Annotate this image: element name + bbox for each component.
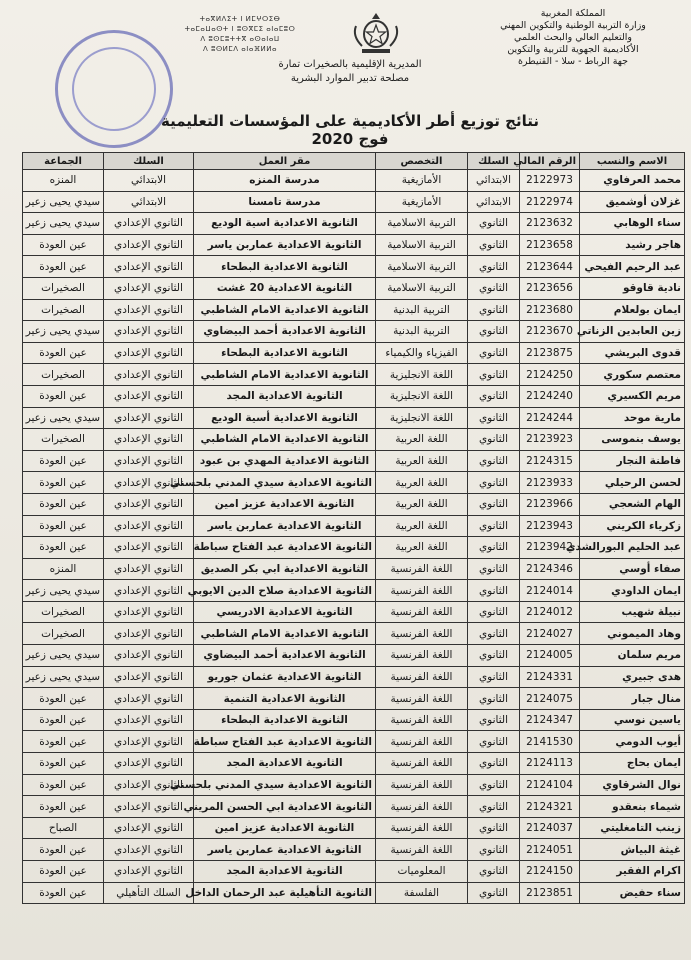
cell-level: الثانوي الإعدادي — [104, 256, 194, 278]
cell-specialty: اللغة الفرنسية — [376, 666, 468, 688]
cell-cycle: الثانوي — [468, 407, 520, 429]
cell-commune: الصخيرات — [23, 623, 104, 645]
header-right-line: والتعليم العالي والبحث العلمي — [514, 32, 632, 43]
cell-financial-id: 2124075 — [520, 688, 580, 710]
cell-workplace: الثانوية الاعدادية 20 غشت — [194, 277, 376, 299]
cell-specialty: اللغة الفرنسية — [376, 709, 468, 731]
column-header: السلك — [104, 153, 194, 170]
cell-commune: عين العودة — [23, 537, 104, 559]
cell-cycle: الثانوي — [468, 645, 520, 667]
cell-commune: الصخيرات — [23, 429, 104, 451]
cell-financial-id: 2124347 — [520, 709, 580, 731]
cell-workplace: الثانوية الاعدادية ابي الحسن المريني — [194, 796, 376, 818]
cell-financial-id: 2123851 — [520, 882, 580, 904]
cell-cycle: الابتدائي — [468, 170, 520, 192]
cell-commune: عين العودة — [23, 472, 104, 494]
cell-specialty: اللغة الفرنسية — [376, 817, 468, 839]
cell-level: الثانوي الإعدادي — [104, 709, 194, 731]
cell-cycle: الثانوي — [468, 515, 520, 537]
cell-commune: عين العودة — [23, 753, 104, 775]
cell-name: زين العابدين الزناتي — [580, 321, 685, 343]
cell-commune: عين العودة — [23, 256, 104, 278]
cell-commune: عين العودة — [23, 515, 104, 537]
cell-name: سناء حفيض — [580, 882, 685, 904]
cell-name: محمد العرفاوي — [580, 170, 685, 192]
cell-financial-id: 2124321 — [520, 796, 580, 818]
table-row — [23, 645, 685, 667]
cell-financial-id: 2124014 — [520, 580, 580, 602]
cell-level: الثانوي الإعدادي — [104, 472, 194, 494]
cell-cycle: الثانوي — [468, 342, 520, 364]
cell-level: الثانوي الإعدادي — [104, 515, 194, 537]
cell-cycle: الثانوي — [468, 256, 520, 278]
cell-workplace: الثانوية الاعدادية عثمان جوريو — [194, 666, 376, 688]
cell-workplace: الثانوية الاعدادية عبد الفتاح سباطة — [194, 537, 376, 559]
cell-name: غيثة البياش — [580, 839, 685, 861]
table-row — [23, 299, 685, 321]
cell-commune: المنزه — [23, 558, 104, 580]
cell-workplace: الثانوية التأهيلية عبد الرحمان الداخل — [194, 882, 376, 904]
cell-specialty: التربية الاسلامية — [376, 277, 468, 299]
column-header: التخصص — [376, 153, 468, 170]
cell-cycle: الثانوي — [468, 234, 520, 256]
cell-financial-id: 2124315 — [520, 450, 580, 472]
cell-level: الثانوي الإعدادي — [104, 234, 194, 256]
cell-commune: عين العودة — [23, 234, 104, 256]
cell-specialty: اللغة الفرنسية — [376, 796, 468, 818]
cell-cycle: الثانوي — [468, 537, 520, 559]
cell-commune: سيدي يحيى زعير — [23, 407, 104, 429]
cell-name: مريم سلمان — [580, 645, 685, 667]
cell-cycle: الثانوي — [468, 753, 520, 775]
cell-cycle: الثانوي — [468, 796, 520, 818]
cell-specialty: اللغة الفرنسية — [376, 731, 468, 753]
cell-specialty: اللغة الفرنسية — [376, 774, 468, 796]
cell-commune: عين العودة — [23, 861, 104, 883]
table-row — [23, 407, 685, 429]
cell-cycle: الثانوي — [468, 472, 520, 494]
cell-workplace: الثانوية الاعدادية عماربن ياسر — [194, 234, 376, 256]
table-row — [23, 731, 685, 753]
cell-commune: الصباح — [23, 817, 104, 839]
cell-name: عبد الحليم البورالشدي — [580, 537, 685, 559]
cell-commune: سيدي يحيى زعير — [23, 580, 104, 602]
cell-commune: سيدي يحيى زعير — [23, 645, 104, 667]
cell-cycle: الثانوي — [468, 213, 520, 235]
cell-workplace: الثانوية الاعدادية الامام الشاطبي — [194, 364, 376, 386]
cell-level: الثانوي الإعدادي — [104, 364, 194, 386]
cell-commune: عين العودة — [23, 796, 104, 818]
table-row — [23, 191, 685, 213]
cell-cycle: الثانوي — [468, 580, 520, 602]
cell-specialty: التربية البدنية — [376, 299, 468, 321]
cell-workplace: الثانوية الاعدادية المهدي بن عبود — [194, 450, 376, 472]
cell-specialty: اللغة العربية — [376, 493, 468, 515]
cell-specialty: التربية البدنية — [376, 321, 468, 343]
cell-name: أيوب الدومي — [580, 731, 685, 753]
table-row — [23, 558, 685, 580]
cell-name: زكرياء الكريني — [580, 515, 685, 537]
cell-workplace: الثانوية الاعدادية الامام الشاطبي — [194, 623, 376, 645]
cell-name: قدوى البريشي — [580, 342, 685, 364]
cell-cycle: الثانوي — [468, 623, 520, 645]
cell-name: معتصم سكوري — [580, 364, 685, 386]
cell-level: الثانوي الإعدادي — [104, 817, 194, 839]
table-row — [23, 861, 685, 883]
table-row — [23, 623, 685, 645]
cell-commune: الصخيرات — [23, 299, 104, 321]
cell-commune: الصخيرات — [23, 364, 104, 386]
cell-cycle: الثانوي — [468, 450, 520, 472]
cell-workplace: الثانوية الاعدادية الامام الشاطبي — [194, 429, 376, 451]
cell-cycle: الثانوي — [468, 688, 520, 710]
cell-level: الثانوي الإعدادي — [104, 796, 194, 818]
cell-cycle: الثانوي — [468, 277, 520, 299]
cell-commune: سيدي يحيى زعير — [23, 213, 104, 235]
table-row — [23, 364, 685, 386]
cell-workplace: الثانوية الاعدادية الادريسي — [194, 601, 376, 623]
table-row — [23, 429, 685, 451]
cell-level: الثانوي الإعدادي — [104, 623, 194, 645]
cell-name: نوال الشرقاوي — [580, 774, 685, 796]
cell-financial-id: 2124113 — [520, 753, 580, 775]
cell-commune: سيدي يحيى زعير — [23, 191, 104, 213]
cell-specialty: اللغة العربية — [376, 537, 468, 559]
cell-workplace: الثانوية الاعدادية التنمية — [194, 688, 376, 710]
table-row — [23, 515, 685, 537]
cell-level: الثانوي الإعدادي — [104, 601, 194, 623]
cell-specialty: اللغة الانجليزية — [376, 385, 468, 407]
kingdom-emblem-icon — [350, 10, 402, 56]
cell-name: منال جبار — [580, 688, 685, 710]
header-tifinagh — [140, 14, 340, 54]
cell-level: الثانوي الإعدادي — [104, 493, 194, 515]
cell-financial-id: 2124240 — [520, 385, 580, 407]
cell-workplace: الثانوية الاعدادية ابي بكر الصديق — [194, 558, 376, 580]
cell-commune: الصخيرات — [23, 601, 104, 623]
cell-commune: عين العودة — [23, 839, 104, 861]
cell-financial-id: 2123875 — [520, 342, 580, 364]
cell-cycle: الثانوي — [468, 817, 520, 839]
table-row — [23, 472, 685, 494]
cell-level: الثانوي الإعدادي — [104, 666, 194, 688]
cell-cycle: الثانوي — [468, 774, 520, 796]
cell-workplace: الثانوية الاعدادية صلاح الدين الايوبي — [194, 580, 376, 602]
cell-commune: الصخيرات — [23, 277, 104, 299]
cell-financial-id: 2123942 — [520, 537, 580, 559]
table-row — [23, 256, 685, 278]
cell-name: الهام الشعجي — [580, 493, 685, 515]
cell-specialty: الأمازيغية — [376, 191, 468, 213]
cell-name: وهاد الميموني — [580, 623, 685, 645]
cell-specialty: اللغة العربية — [376, 515, 468, 537]
cell-financial-id: 2124051 — [520, 839, 580, 861]
cell-specialty: التربية الاسلامية — [376, 213, 468, 235]
cell-financial-id: 2124037 — [520, 817, 580, 839]
cell-level: الثانوي الإعدادي — [104, 688, 194, 710]
cell-cycle: الثانوي — [468, 882, 520, 904]
cell-workplace: الثانوية الاعدادية المجد — [194, 861, 376, 883]
table-row — [23, 753, 685, 775]
cell-level: الثانوي الإعدادي — [104, 753, 194, 775]
cell-name: شيماء بنعقدو — [580, 796, 685, 818]
table-row — [23, 882, 685, 904]
table-row — [23, 666, 685, 688]
table-row — [23, 688, 685, 710]
cell-name: مريم الكسيري — [580, 385, 685, 407]
cell-level: الثانوي الإعدادي — [104, 580, 194, 602]
cell-financial-id: 2124104 — [520, 774, 580, 796]
cell-name: سناء الوهابي — [580, 213, 685, 235]
cell-specialty: المعلوميات — [376, 861, 468, 883]
cell-level: الثانوي الإعدادي — [104, 645, 194, 667]
cell-commune: عين العودة — [23, 385, 104, 407]
table-row — [23, 450, 685, 472]
column-header: الجماعة — [23, 153, 104, 170]
table-row — [23, 601, 685, 623]
cell-commune: سيدي يحيى زعير — [23, 666, 104, 688]
column-header: مقر العمل — [194, 153, 376, 170]
cell-level: الثانوي الإعدادي — [104, 774, 194, 796]
header-left-line: ⵜⴰⵎⴰⵡⴰⵙⵜ ⵏ ⵓⵙⴳⵎⵉ ⴰⵏⴰⵎⵓⵔ — [184, 25, 296, 33]
cell-name: اكرام الفقير — [580, 861, 685, 883]
cell-cycle: الابتدائي — [468, 191, 520, 213]
cell-cycle: الثانوي — [468, 861, 520, 883]
header-left-line: ⵜⴰⴳⵍⴷⵉⵜ ⵏ ⵍⵎⵖⵔⵉⴱ — [199, 15, 281, 23]
cell-financial-id: 2123933 — [520, 472, 580, 494]
column-header: الاسم والنسب — [580, 153, 685, 170]
cell-financial-id: 2123943 — [520, 515, 580, 537]
cell-level: الثانوي الإعدادي — [104, 839, 194, 861]
cell-workplace: الثانوية الاعدادية أسية الوديع — [194, 407, 376, 429]
cell-workplace: الثانوية الاعدادية سيدي المدني بلحسني — [194, 472, 376, 494]
table-row — [23, 213, 685, 235]
cell-specialty: اللغة الفرنسية — [376, 645, 468, 667]
cell-cycle: الثانوي — [468, 839, 520, 861]
cell-commune: عين العودة — [23, 774, 104, 796]
cell-financial-id: 2123656 — [520, 277, 580, 299]
cell-name: ياسين نوسي — [580, 709, 685, 731]
cell-specialty: اللغة العربية — [376, 472, 468, 494]
cell-workplace: مدرسة تامسنا — [194, 191, 376, 213]
cell-specialty: التربية الاسلامية — [376, 256, 468, 278]
cell-name: يوسف بنموسى — [580, 429, 685, 451]
cell-specialty: اللغة الفرنسية — [376, 580, 468, 602]
cell-name: زينب التامغليتي — [580, 817, 685, 839]
cell-level: الثانوي الإعدادي — [104, 213, 194, 235]
cell-name: هدى جبيري — [580, 666, 685, 688]
cell-workplace: الثانوية الاعدادية عبد الفتاح سباطة — [194, 731, 376, 753]
table-body — [23, 170, 685, 904]
cell-name: نبيلة شهيب — [580, 601, 685, 623]
cell-name: ايمان الداودي — [580, 580, 685, 602]
cell-financial-id: 2124027 — [520, 623, 580, 645]
cell-level: الثانوي الإعدادي — [104, 342, 194, 364]
cell-specialty: اللغة العربية — [376, 429, 468, 451]
cell-specialty: اللغة الفرنسية — [376, 623, 468, 645]
cell-level: الثانوي الإعدادي — [104, 537, 194, 559]
cell-specialty: اللغة الفرنسية — [376, 688, 468, 710]
document-title: نتائج توزيع أطر الأكاديمية على المؤسسات التعليمية فوج 2020 — [161, 112, 539, 148]
cell-workplace: الثانوية الاعدادية أحمد البيضاوي — [194, 321, 376, 343]
cell-financial-id: 2123644 — [520, 256, 580, 278]
cell-name: هاجر رشيد — [580, 234, 685, 256]
cell-workplace: الثانوية الاعدادية البطحاء — [194, 256, 376, 278]
cell-cycle: الثانوي — [468, 666, 520, 688]
header-ministry — [463, 8, 683, 68]
cell-workplace: الثانوية الاعدادية الامام الشاطبي — [194, 299, 376, 321]
cell-name: عبد الرحيم الفيحي — [580, 256, 685, 278]
cell-commune: عين العودة — [23, 731, 104, 753]
cell-commune: المنزه — [23, 170, 104, 192]
cell-financial-id: 2123680 — [520, 299, 580, 321]
cell-financial-id: 2124250 — [520, 364, 580, 386]
cell-financial-id: 2122974 — [520, 191, 580, 213]
cell-level: الثانوي الإعدادي — [104, 407, 194, 429]
cell-specialty: اللغة الفرنسية — [376, 558, 468, 580]
cell-financial-id: 2123966 — [520, 493, 580, 515]
cell-financial-id: 2123670 — [520, 321, 580, 343]
cell-cycle: الثانوي — [468, 493, 520, 515]
cell-specialty: اللغة الفرنسية — [376, 753, 468, 775]
cell-name: ايمان بحاج — [580, 753, 685, 775]
table-row — [23, 709, 685, 731]
cell-level: السلك التأهيلي — [104, 882, 194, 904]
cell-workplace: الثانوية الاعدادية المجد — [194, 385, 376, 407]
cell-specialty: اللغة الانجليزية — [376, 364, 468, 386]
table-row — [23, 817, 685, 839]
cell-level: الثانوي الإعدادي — [104, 385, 194, 407]
table-row — [23, 385, 685, 407]
cell-commune: عين العودة — [23, 493, 104, 515]
cell-workplace: الثانوية الاعدادية عزيز امين — [194, 493, 376, 515]
cell-specialty: اللغة الانجليزية — [376, 407, 468, 429]
table-row — [23, 170, 685, 192]
column-header: السلك — [468, 153, 520, 170]
cell-financial-id: 2124244 — [520, 407, 580, 429]
cell-financial-id: 2124331 — [520, 666, 580, 688]
cell-name: لحسن الرحيلي — [580, 472, 685, 494]
cell-workplace: الثانوية الاعدادية عماربن ياسر — [194, 839, 376, 861]
header-right-line: جهة الرباط - سلا - القنيطرة — [517, 56, 629, 67]
table-row — [23, 342, 685, 364]
cell-cycle: الثانوي — [468, 321, 520, 343]
cell-level: الثانوي الإعدادي — [104, 299, 194, 321]
cell-workplace: الثانوية الاعدادية المجد — [194, 753, 376, 775]
cell-specialty: اللغة الفرنسية — [376, 839, 468, 861]
cell-specialty: التربية الاسلامية — [376, 234, 468, 256]
cell-workplace: الثانوية الاعدادية اسية الوديع — [194, 213, 376, 235]
table-row — [23, 234, 685, 256]
cell-financial-id: 2123923 — [520, 429, 580, 451]
cell-level: الثانوي الإعدادي — [104, 321, 194, 343]
cell-cycle: الثانوي — [468, 299, 520, 321]
assignment-table — [22, 152, 685, 904]
header-left-line: ⴷ ⵓⵙⵎⵓⵜⵜⴳ ⴰⵙⴰⵏⴰⵡ — [200, 35, 280, 43]
cell-level: الثانوي الإعدادي — [104, 558, 194, 580]
cell-level: الثانوي الإعدادي — [104, 731, 194, 753]
table-row — [23, 493, 685, 515]
cell-level: الابتدائي — [104, 191, 194, 213]
cell-commune: عين العودة — [23, 342, 104, 364]
cell-cycle: الثانوي — [468, 731, 520, 753]
table-row — [23, 277, 685, 299]
header-right-line: الأكاديمية الجهوية للتربية والتكوين — [507, 44, 639, 55]
sub-header — [240, 58, 460, 86]
cell-specialty: اللغة الفرنسية — [376, 601, 468, 623]
cell-financial-id: 2141530 — [520, 731, 580, 753]
cell-commune: عين العودة — [23, 882, 104, 904]
cell-cycle: الثانوي — [468, 429, 520, 451]
cell-specialty: الفلسفة — [376, 882, 468, 904]
cell-financial-id: 2124005 — [520, 645, 580, 667]
table-row — [23, 321, 685, 343]
column-header: الرقم المالي — [520, 153, 580, 170]
service-name: مصلحة تدبير الموارد البشرية — [290, 73, 410, 84]
cell-specialty: الأمازيغية — [376, 170, 468, 192]
directorate-name: المديرية الإقليمية بالصخيرات تمارة — [278, 59, 422, 70]
cell-name: مارية موحد — [580, 407, 685, 429]
cell-commune: عين العودة — [23, 688, 104, 710]
cell-financial-id: 2123658 — [520, 234, 580, 256]
cell-financial-id: 2122973 — [520, 170, 580, 192]
cell-name: فاطنة النجار — [580, 450, 685, 472]
cell-workplace: الثانوية الاعدادية البطحاء — [194, 709, 376, 731]
cell-specialty: الفيزياء والكيمياء — [376, 342, 468, 364]
cell-specialty: اللغة العربية — [376, 450, 468, 472]
cell-name: ايمان بولعلام — [580, 299, 685, 321]
table-row — [23, 839, 685, 861]
cell-workplace: الثانوية الاعدادية سيدي المدني بلحسني — [194, 774, 376, 796]
cell-level: الثانوي الإعدادي — [104, 429, 194, 451]
table-row — [23, 796, 685, 818]
cell-level: الثانوي الإعدادي — [104, 277, 194, 299]
cell-name: صفاء أوسي — [580, 558, 685, 580]
cell-level: الابتدائي — [104, 170, 194, 192]
table-row — [23, 537, 685, 559]
cell-financial-id: 2124150 — [520, 861, 580, 883]
header-right-line: وزارة التربية الوطنية والتكوين المهني — [500, 20, 646, 31]
cell-workplace: الثانوية الاعدادية عزيز امين — [194, 817, 376, 839]
cell-financial-id: 2124346 — [520, 558, 580, 580]
cell-workplace: الثانوية الاعدادية أحمد البيضاوي — [194, 645, 376, 667]
header-left-line: ⴷ ⵓⵙⵍⵎⴷ ⴰⵏⴰⴼⵍⵍⴰ — [203, 45, 277, 53]
cell-cycle: الثانوي — [468, 558, 520, 580]
cell-workplace: الثانوية الاعدادية عماربن ياسر — [194, 515, 376, 537]
header-right-line: المملكة المغربية — [540, 8, 606, 19]
cell-name: غزلان أوشميق — [580, 191, 685, 213]
table-row — [23, 774, 685, 796]
table-header-row — [23, 153, 685, 170]
cell-level: الثانوي الإعدادي — [104, 861, 194, 883]
cell-financial-id: 2124012 — [520, 601, 580, 623]
cell-cycle: الثانوي — [468, 385, 520, 407]
table-row — [23, 580, 685, 602]
cell-cycle: الثانوي — [468, 709, 520, 731]
cell-workplace: مدرسة المنزه — [194, 170, 376, 192]
cell-commune: عين العودة — [23, 450, 104, 472]
cell-level: الثانوي الإعدادي — [104, 450, 194, 472]
cell-cycle: الثانوي — [468, 364, 520, 386]
cell-name: نادية قاوقو — [580, 277, 685, 299]
cell-financial-id: 2123632 — [520, 213, 580, 235]
cell-workplace: الثانوية الاعدادية البطحاء — [194, 342, 376, 364]
cell-cycle: الثانوي — [468, 601, 520, 623]
cell-commune: عين العودة — [23, 709, 104, 731]
cell-commune: سيدي يحيى زعير — [23, 321, 104, 343]
